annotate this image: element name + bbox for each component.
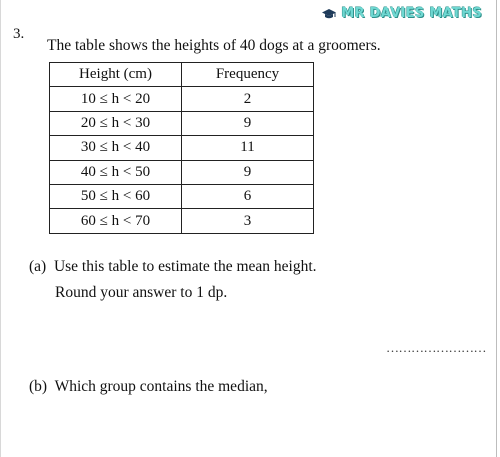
table-row (50, 111, 314, 135)
height-cell: 40 ≤ h < 50 (50, 160, 182, 184)
table-row (50, 87, 314, 111)
answer-line[interactable]: …………………… (386, 340, 486, 355)
frequency-table (49, 62, 314, 234)
height-cell: 30 ≤ h < 40 (50, 136, 182, 160)
height-cell: 50 ≤ h < 60 (50, 184, 182, 208)
frequency-cell: 9 (182, 111, 314, 135)
table-row (50, 160, 314, 184)
frequency-cell: 6 (182, 184, 314, 208)
height-cell: 10 ≤ h < 20 (50, 87, 182, 111)
table-row (50, 184, 314, 208)
part-b-label: (b) (29, 378, 48, 395)
table-header-row (50, 63, 314, 87)
frequency-cell: 2 (182, 87, 314, 111)
part-a-rounding-note: Round your answer to 1 dp. (55, 284, 228, 301)
frequency-cell: 9 (182, 160, 314, 184)
part-a-instruction: Use this table to estimate the mean height. (53, 258, 317, 275)
part-b-question: Which group contains the median, (54, 378, 268, 395)
part-b-line (29, 378, 268, 396)
table-row (50, 136, 314, 160)
height-cell: 20 ≤ h < 30 (50, 111, 182, 135)
part-a-line-1 (29, 258, 317, 276)
part-a-label: (a) (29, 258, 47, 275)
question-number: 3. (13, 26, 25, 42)
frequency-cell: 3 (182, 209, 314, 233)
column-header-frequency: Frequency (182, 63, 314, 87)
question-intro: The table shows the heights of 40 dogs at a groomers. (47, 37, 381, 54)
brand-logo (322, 6, 482, 21)
table-row (50, 209, 314, 233)
frequency-cell: 11 (182, 136, 314, 160)
brand-name: MR DAVIES MATHS (341, 6, 482, 21)
column-header-height: Height (cm) (50, 63, 182, 87)
graduation-cap-icon (322, 8, 336, 20)
height-cell: 60 ≤ h < 70 (50, 209, 182, 233)
